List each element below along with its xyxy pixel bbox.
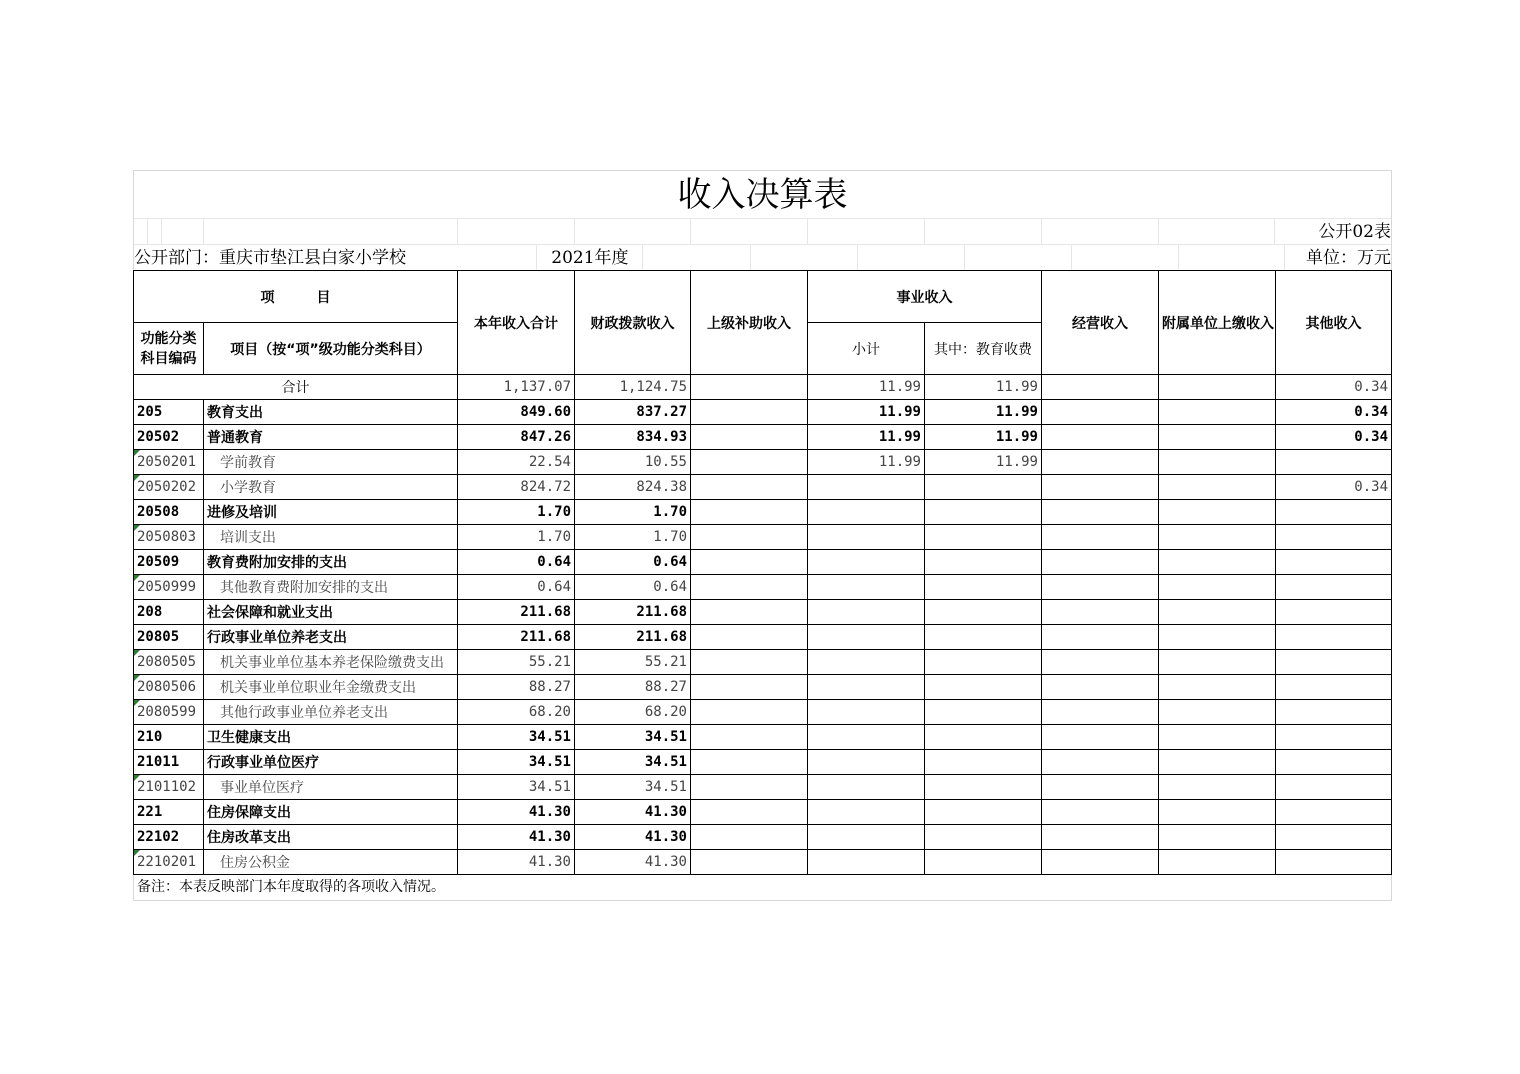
row-total: 211.68 [458,625,575,650]
row-edu [925,500,1042,525]
row-operating [1042,750,1159,775]
header-fiscal: 财政拨款收入 [575,271,691,375]
row-other [1276,725,1392,750]
header-operating: 经营收入 [1042,271,1159,375]
table-row [134,750,1392,775]
row-other [1276,675,1392,700]
table-row [134,625,1392,650]
row-superior [691,650,808,675]
row-sub: 11.99 [808,450,925,475]
row-affiliate [1159,800,1276,825]
row-total: 41.30 [458,825,575,850]
row-superior [691,775,808,800]
row-total: 34.51 [458,725,575,750]
row-edu [925,725,1042,750]
table-row [134,500,1392,525]
row-sub [808,700,925,725]
row-superior [691,675,808,700]
row-operating [1042,800,1159,825]
row-item-name: 行政事业单位医疗 [204,750,458,775]
row-superior [691,750,808,775]
row-superior [691,825,808,850]
row-sub [808,675,925,700]
row-code: 20805 [134,625,204,650]
table-row [134,825,1392,850]
row-total: 1.70 [458,500,575,525]
row-edu [925,650,1042,675]
header-code: 功能分类科目编码 [134,323,204,375]
department-row [133,244,1392,270]
row-edu: 11.99 [925,450,1042,475]
row-affiliate [1159,425,1276,450]
header-item: 项目（按“项”级功能分类科目） [204,323,458,375]
row-code: 2050999 [134,575,204,600]
row-edu [925,775,1042,800]
row-superior [691,425,808,450]
row-other [1276,525,1392,550]
row-total: 88.27 [458,675,575,700]
row-code: 208 [134,600,204,625]
row-other [1276,800,1392,825]
row-superior [691,450,808,475]
row-sub [808,650,925,675]
row-edu [925,575,1042,600]
row-sub [808,825,925,850]
table-row [134,450,1392,475]
row-affiliate [1159,400,1276,425]
table-row [134,425,1392,450]
header-affiliate: 附属单位上缴收入 [1159,271,1276,375]
report-title: 收入决算表 [133,170,1392,218]
row-fiscal: 41.30 [575,825,691,850]
row-sub [808,750,925,775]
row-sub [808,625,925,650]
row-code: 2080505 [134,650,204,675]
row-sub: 11.99 [808,400,925,425]
income-table [133,270,1392,875]
row-affiliate [1159,750,1276,775]
row-sub [808,500,925,525]
row-fiscal: 834.93 [575,425,691,450]
row-superior [691,725,808,750]
row-other [1276,450,1392,475]
row-other [1276,750,1392,775]
row-edu [925,600,1042,625]
row-fiscal: 41.30 [575,800,691,825]
row-item-name: 住房公积金 [204,850,458,875]
row-item-name: 学前教育 [204,450,458,475]
row-operating [1042,450,1159,475]
row-sub [808,600,925,625]
row-superior [691,700,808,725]
row-total: 68.20 [458,700,575,725]
department-name: 公开部门：重庆市垫江县白家小学校 [134,244,537,270]
row-item-name: 机关事业单位职业年金缴费支出 [204,675,458,700]
row-fiscal: 211.68 [575,600,691,625]
form-number-row [133,218,1392,244]
row-fiscal: 34.51 [575,775,691,800]
row-other [1276,600,1392,625]
row-code: 20502 [134,425,204,450]
row-code: 21011 [134,750,204,775]
row-other: 0.34 [1276,425,1392,450]
row-item-name: 住房改革支出 [204,825,458,850]
row-superior [691,625,808,650]
row-sub [808,475,925,500]
row-affiliate [1159,775,1276,800]
row-superior [691,400,808,425]
row-code: 2080506 [134,675,204,700]
row-item-name: 社会保障和就业支出 [204,600,458,625]
header-business-subtotal: 小计 [808,323,925,375]
row-affiliate [1159,650,1276,675]
row-operating [1042,675,1159,700]
row-other [1276,575,1392,600]
row-fiscal: 10.55 [575,450,691,475]
row-item-name: 其他行政事业单位养老支出 [204,700,458,725]
table-row [134,575,1392,600]
row-superior [691,850,808,875]
header-project: 项 目 [134,271,458,323]
row-operating [1042,525,1159,550]
row-fiscal: 837.27 [575,400,691,425]
row-fiscal: 34.51 [575,725,691,750]
table-row [134,650,1392,675]
row-fiscal: 0.64 [575,575,691,600]
row-item-name: 进修及培训 [204,500,458,525]
total-business-subtotal: 11.99 [808,375,925,400]
row-total: 211.68 [458,600,575,625]
row-operating [1042,625,1159,650]
form-number: 公开02表 [1275,218,1391,244]
row-item-name: 教育支出 [204,400,458,425]
total-operating [1042,375,1159,400]
row-affiliate [1159,675,1276,700]
row-code: 22102 [134,825,204,850]
row-code: 2080599 [134,700,204,725]
row-affiliate [1159,600,1276,625]
row-other [1276,650,1392,675]
row-edu [925,800,1042,825]
row-total: 849.60 [458,400,575,425]
row-fiscal: 0.64 [575,550,691,575]
row-code: 20509 [134,550,204,575]
row-code: 2210201 [134,850,204,875]
row-operating [1042,825,1159,850]
row-item-name: 事业单位医疗 [204,775,458,800]
row-item-name: 其他教育费附加安排的支出 [204,575,458,600]
table-note: 备注：本表反映部门本年度取得的各项收入情况。 [133,875,1392,901]
row-edu [925,625,1042,650]
report-sheet [133,170,1392,901]
total-superior [691,375,808,400]
row-edu [925,475,1042,500]
row-item-name: 住房保障支出 [204,800,458,825]
header-row-1 [134,271,1392,323]
row-operating [1042,400,1159,425]
row-item-name: 机关事业单位基本养老保险缴费支出 [204,650,458,675]
total-total: 1,137.07 [458,375,575,400]
total-label: 合计 [134,375,458,400]
row-superior [691,475,808,500]
row-edu [925,550,1042,575]
table-row [134,675,1392,700]
row-edu [925,675,1042,700]
row-total: 847.26 [458,425,575,450]
row-operating [1042,850,1159,875]
row-operating [1042,500,1159,525]
row-other: 0.34 [1276,475,1392,500]
row-sub [808,575,925,600]
row-edu [925,850,1042,875]
table-row [134,700,1392,725]
header-superior: 上级补助收入 [691,271,808,375]
table-row [134,475,1392,500]
row-total: 1.70 [458,525,575,550]
row-item-name: 普通教育 [204,425,458,450]
row-code: 20508 [134,500,204,525]
total-other: 0.34 [1276,375,1392,400]
table-row [134,550,1392,575]
row-code: 2050201 [134,450,204,475]
total-fiscal: 1,124.75 [575,375,691,400]
row-edu [925,750,1042,775]
row-fiscal: 824.38 [575,475,691,500]
row-code: 2101102 [134,775,204,800]
row-operating [1042,650,1159,675]
row-code: 221 [134,800,204,825]
table-row [134,775,1392,800]
table-row [134,600,1392,625]
row-superior [691,500,808,525]
row-superior [691,600,808,625]
table-row [134,725,1392,750]
row-edu [925,700,1042,725]
row-total: 41.30 [458,850,575,875]
row-affiliate [1159,850,1276,875]
row-operating [1042,600,1159,625]
row-superior [691,525,808,550]
row-edu [925,825,1042,850]
row-item-name: 卫生健康支出 [204,725,458,750]
header-total: 本年收入合计 [458,271,575,375]
row-operating [1042,775,1159,800]
row-other [1276,625,1392,650]
row-affiliate [1159,550,1276,575]
total-row [134,375,1392,400]
row-other [1276,825,1392,850]
row-total: 55.21 [458,650,575,675]
row-fiscal: 1.70 [575,525,691,550]
total-affiliate [1159,375,1276,400]
row-fiscal: 211.68 [575,625,691,650]
row-fiscal: 55.21 [575,650,691,675]
row-code: 2050202 [134,475,204,500]
row-total: 22.54 [458,450,575,475]
row-other [1276,550,1392,575]
header-other: 其他收入 [1276,271,1392,375]
table-row [134,400,1392,425]
row-other: 0.34 [1276,400,1392,425]
row-affiliate [1159,525,1276,550]
header-business: 事业收入 [808,271,1042,323]
row-item-name: 小学教育 [204,475,458,500]
row-item-name: 行政事业单位养老支出 [204,625,458,650]
row-operating [1042,425,1159,450]
total-business-edu: 11.99 [925,375,1042,400]
row-other [1276,500,1392,525]
row-operating [1042,475,1159,500]
row-superior [691,800,808,825]
row-sub [808,800,925,825]
header-business-edu: 其中：教育收费 [925,323,1042,375]
row-code: 2050803 [134,525,204,550]
row-sub: 11.99 [808,425,925,450]
row-operating [1042,550,1159,575]
row-fiscal: 34.51 [575,750,691,775]
row-fiscal: 1.70 [575,500,691,525]
row-operating [1042,725,1159,750]
row-total: 34.51 [458,775,575,800]
row-operating [1042,575,1159,600]
table-row [134,525,1392,550]
row-sub [808,525,925,550]
row-fiscal: 41.30 [575,850,691,875]
row-other [1276,775,1392,800]
row-other [1276,700,1392,725]
row-item-name: 培训支出 [204,525,458,550]
row-sub [808,850,925,875]
row-superior [691,550,808,575]
unit-label: 单位：万元 [1285,244,1391,270]
row-other [1276,850,1392,875]
row-affiliate [1159,500,1276,525]
row-fiscal: 68.20 [575,700,691,725]
row-sub [808,550,925,575]
row-operating [1042,700,1159,725]
row-item-name: 教育费附加安排的支出 [204,550,458,575]
report-year: 2021年度 [537,244,643,270]
table-row [134,850,1392,875]
row-total: 0.64 [458,550,575,575]
row-total: 34.51 [458,750,575,775]
row-affiliate [1159,575,1276,600]
row-affiliate [1159,625,1276,650]
row-affiliate [1159,725,1276,750]
row-sub [808,775,925,800]
row-affiliate [1159,450,1276,475]
row-edu: 11.99 [925,400,1042,425]
row-sub [808,725,925,750]
row-superior [691,575,808,600]
row-total: 0.64 [458,575,575,600]
row-total: 41.30 [458,800,575,825]
row-affiliate [1159,475,1276,500]
row-total: 824.72 [458,475,575,500]
row-affiliate [1159,825,1276,850]
row-code: 210 [134,725,204,750]
row-edu [925,525,1042,550]
row-code: 205 [134,400,204,425]
row-edu: 11.99 [925,425,1042,450]
row-fiscal: 88.27 [575,675,691,700]
table-row [134,800,1392,825]
row-affiliate [1159,700,1276,725]
